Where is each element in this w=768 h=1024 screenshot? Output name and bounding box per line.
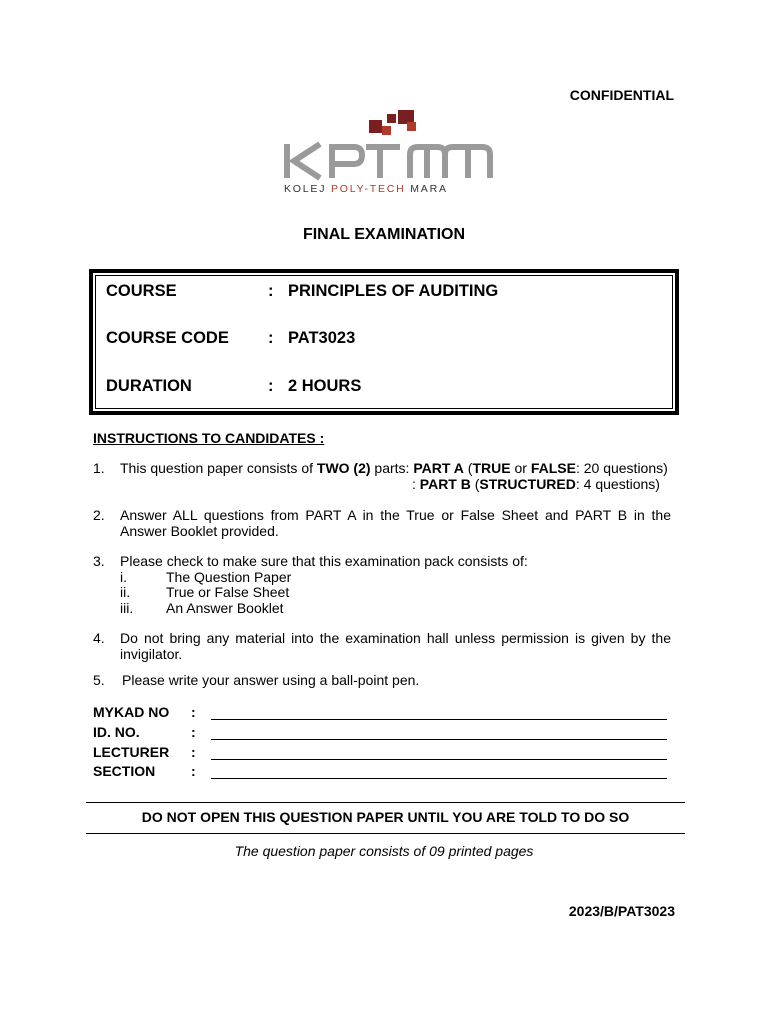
instructions-heading: INSTRUCTIONS TO CANDIDATES :: [93, 430, 325, 446]
sub-item-2: ii. True or False Sheet: [120, 584, 290, 600]
id-input-line[interactable]: [211, 739, 667, 740]
logo-subtitle-kolej: KOLEJ: [284, 183, 331, 195]
pages-note: The question paper consists of 09 printed pages: [234, 843, 534, 859]
lecturer-input-line[interactable]: [211, 759, 667, 760]
logo-subtitle-polytech: POLY-TECH: [330, 183, 406, 195]
kptm-logo: [282, 108, 494, 196]
sub-item-3: iii. An Answer Booklet: [120, 599, 284, 616]
course-code-value: PAT3023: [288, 329, 356, 347]
instruction-item-2: 2. Answer ALL questions from PART A in the True or False Sheet and PART B in the Answer Booklet provided.: [93, 507, 671, 539]
instruction-item-5: 5. Please write your answer using a ball-point pen.: [93, 672, 420, 688]
instruction-item-4: 4. Do not bring any material into the examination hall unless permission is given by the invigilator.: [93, 630, 671, 662]
svg-text:KOLEJ POLY-TECH MARA: [284, 183, 448, 195]
sub-item-1: i. The Question Paper: [120, 568, 292, 585]
exam-title: FINAL EXAMINATION: [302, 226, 466, 243]
section-input-line[interactable]: [211, 778, 667, 779]
logo-subtitle-mara: MARA: [405, 183, 448, 195]
course-code-label: COURSE CODE: [106, 329, 229, 347]
divider-bottom: [86, 833, 685, 834]
instruction-item-3: 3. Please check to make sure that this examination pack consists of: i. The Question Paper ii. True or False Sheet iii. An Answer Booklet: [93, 554, 671, 616]
course-label: COURSE: [106, 282, 177, 300]
duration-value: 2 HOURS: [288, 377, 362, 395]
mykad-input-line[interactable]: [211, 719, 667, 720]
confidential-label: CONFIDENTIAL: [569, 87, 674, 103]
footer-code: 2023/B/PAT3023: [568, 903, 675, 919]
instruction-item-1: 1. This question paper consists of TWO (2) parts: PART A (TRUE or FALSE: 20 questions) : PART B (STRUCTURED: 4 questions): [93, 460, 668, 492]
warning-notice: DO NOT OPEN THIS QUESTION PAPER UNTIL YOU ARE TOLD TO DO SO: [141, 809, 630, 825]
mykad-label: MYKAD NO: [93, 704, 170, 720]
section-label: SECTION: [93, 763, 156, 779]
duration-label: DURATION: [106, 377, 192, 395]
course-value: PRINCIPLES OF AUDITING: [288, 282, 499, 300]
divider-top: [86, 802, 685, 803]
lecturer-label: LECTURER: [93, 744, 170, 760]
id-label: ID. NO.: [93, 724, 140, 740]
